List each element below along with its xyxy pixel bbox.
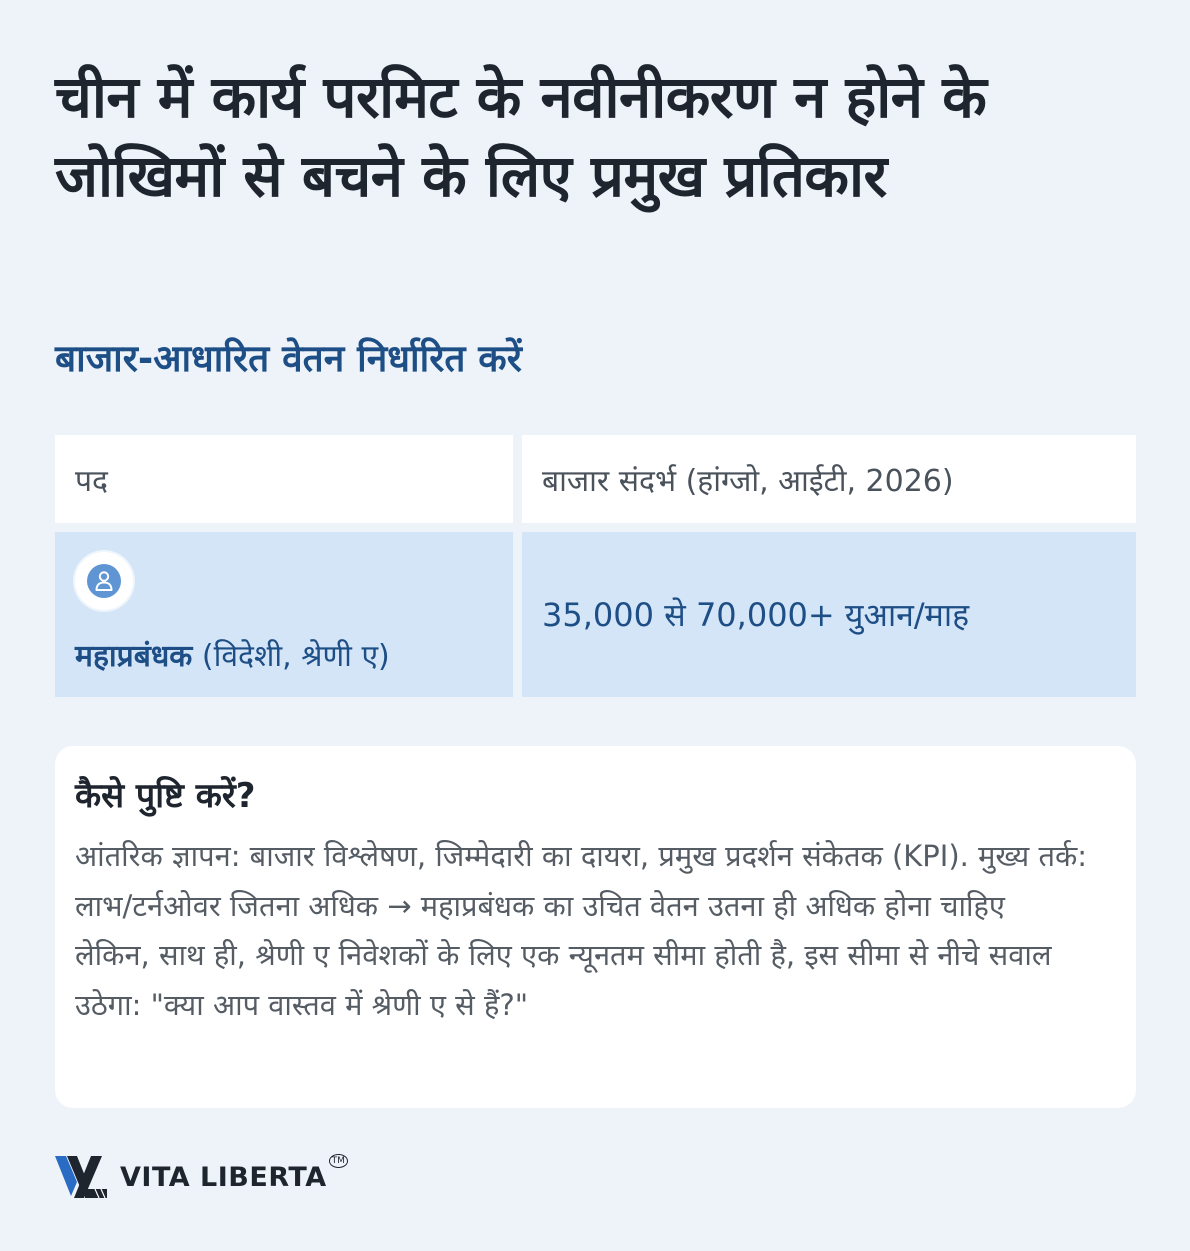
- page-title: चीन में कार्य परमिट के नवीनीकरण न होने के जोखिमों से बचने के लिए प्रमुख प्रतिकार: [55, 63, 987, 210]
- verification-card: [55, 746, 1136, 1108]
- card-body-part2: लेकिन, साथ ही, श्रेणी ए निवेशकों के लिए एक न्यूनतम सीमा होती है, इस सीमा से नीचे सवाल उठेगा: "क्या आप वास्तव में श्रेणी ए से हैं?": [75, 938, 1052, 1022]
- footer-brand: [55, 1156, 348, 1198]
- table-header-label: पद: [75, 463, 108, 499]
- brand-name: VITA LIBERTA: [120, 1161, 327, 1193]
- role-qualifier: (विदेशी, श्रेणी ए): [192, 639, 390, 674]
- card-body-part1: आंतरिक ज्ञापन: बाजार विश्लेषण, जिम्मेदारी का दायरा, प्रमुख प्रदर्शन संकेतक (KPI). मुख्य तर्क: लाभ/टर्नओवर जितना अधिक → महाप्रबंधक का उचित वेतन उतना ही अधिक होना चाहिए: [75, 839, 1088, 923]
- table-header-position: [55, 435, 513, 523]
- card-title: कैसे पुष्टि करें?: [75, 776, 256, 816]
- trademark-symbol: TM: [329, 1154, 348, 1168]
- card-body: [75, 832, 1112, 1030]
- table-cell-role: [55, 532, 513, 697]
- salary-range: 35,000 से 70,000+ युआन/माह: [542, 596, 970, 634]
- table-header-market-reference: [522, 435, 1136, 523]
- role-label: [75, 634, 390, 675]
- table-header-label: बाजार संदर्भ (हांग्जो, आईटी, 2026): [542, 463, 954, 499]
- user-icon: [75, 552, 133, 610]
- section-heading: बाजार-आधारित वेतन निर्धारित करें: [55, 337, 522, 380]
- role-title: महाप्रबंधक: [75, 639, 193, 674]
- brand-logo-icon: [55, 1156, 110, 1198]
- table-cell-salary: [522, 532, 1136, 697]
